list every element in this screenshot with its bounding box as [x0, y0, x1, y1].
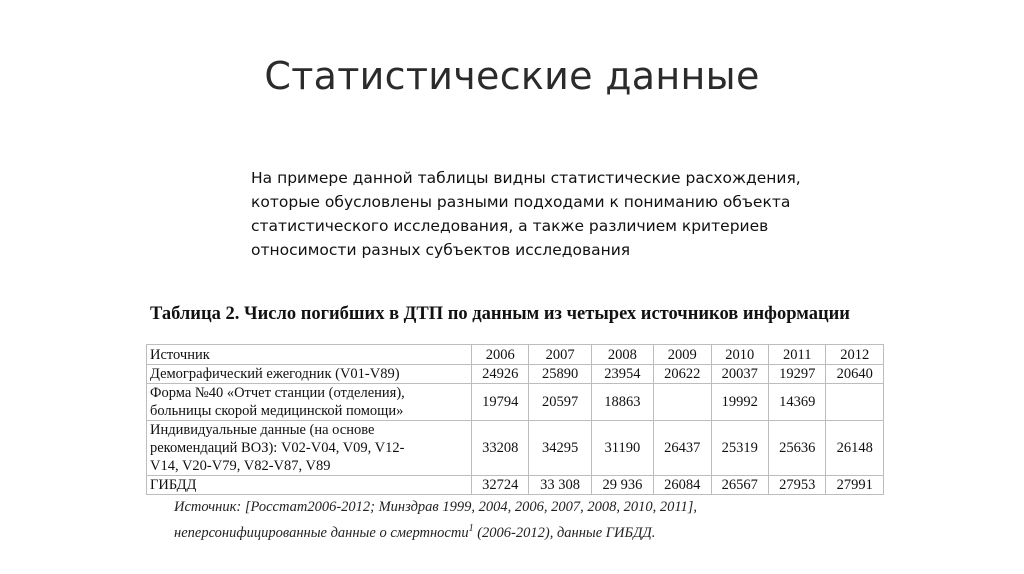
header-year: 2006 [472, 345, 529, 365]
table-cell: 20640 [826, 365, 884, 384]
table-cell: 25319 [711, 421, 768, 476]
header-year: 2008 [591, 345, 653, 365]
source-line: больницы скорой медицинской помощи» [150, 403, 404, 419]
table-row [147, 365, 884, 384]
table-cell: 19992 [711, 384, 768, 421]
table-row [147, 476, 884, 495]
intro-line: статистического исследования, а также различием критериев [251, 217, 769, 235]
table-header-row [147, 345, 884, 365]
table-cell: 23954 [591, 365, 653, 384]
source-line: рекомендаций ВОЗ): V02-V04, V09, V12- [150, 440, 405, 456]
table-cell: 34295 [529, 421, 591, 476]
row-source [147, 365, 472, 384]
table-caption: Таблица 2. Число погибших в ДТП по данным из четырех источников информации [150, 304, 850, 324]
slide-title: Статистические данные [264, 54, 760, 98]
table-row [147, 384, 884, 421]
table-cell: 26567 [711, 476, 768, 495]
table-cell: 26084 [654, 476, 711, 495]
intro-line: На примере данной таблицы видны статистические расхождения, [251, 169, 801, 187]
table-cell: 26148 [826, 421, 884, 476]
row-source [147, 476, 472, 495]
table-cell: 27953 [769, 476, 826, 495]
table-cell: 20037 [711, 365, 768, 384]
table-cell: 33208 [472, 421, 529, 476]
source-line: V14, V20-V79, V82-V87, V89 [150, 458, 331, 474]
source-note-line [174, 518, 814, 544]
table-cell: 14369 [769, 384, 826, 421]
source-line: ГИБДД [150, 477, 197, 493]
table-cell: 33 308 [529, 476, 591, 495]
header-year: 2010 [711, 345, 768, 365]
table-cell: 27991 [826, 476, 884, 495]
source-note-line: Источник: [Росстат2006-2012; Минздрав 1999, 2004, 2006, 2007, 2008, 2010, 2011], [174, 499, 698, 515]
row-source [147, 421, 472, 476]
statistics-table [146, 344, 884, 495]
table-cell: 31190 [591, 421, 653, 476]
table-cell: 20622 [654, 365, 711, 384]
header-source: Источник [147, 345, 472, 365]
header-year: 2009 [654, 345, 711, 365]
table-cell: 20597 [529, 384, 591, 421]
source-line: Форма №40 «Отчет станции (отделения), [150, 385, 405, 401]
row-source [147, 384, 472, 421]
table-cell [826, 384, 884, 421]
table-cell: 29 936 [591, 476, 653, 495]
table-cell: 25890 [529, 365, 591, 384]
table-cell [654, 384, 711, 421]
table-row [147, 421, 884, 476]
table-cell: 18863 [591, 384, 653, 421]
source-note-text: (2006-2012), данные ГИБДД. [473, 524, 656, 541]
table-cell: 26437 [654, 421, 711, 476]
table-cell: 32724 [472, 476, 529, 495]
table-cell: 19297 [769, 365, 826, 384]
source-note [174, 496, 814, 544]
header-year: 2011 [769, 345, 826, 365]
table-cell: 25636 [769, 421, 826, 476]
source-line: Демографический ежегодник (V01-V89) [150, 366, 400, 382]
header-year: 2007 [529, 345, 591, 365]
header-year: 2012 [826, 345, 884, 365]
source-note-text: неперсонифицированные данные о смертности [174, 524, 469, 541]
intro-line: которые обусловлены разными подходами к пониманию объекта [251, 193, 791, 211]
footnote-marker: 1 [468, 523, 474, 534]
table-cell: 19794 [472, 384, 529, 421]
intro-line: относимости разных субъектов исследования [251, 241, 631, 259]
source-line: Индивидуальные данные (на основе [150, 422, 375, 438]
table-cell: 24926 [472, 365, 529, 384]
intro-paragraph [251, 166, 811, 262]
